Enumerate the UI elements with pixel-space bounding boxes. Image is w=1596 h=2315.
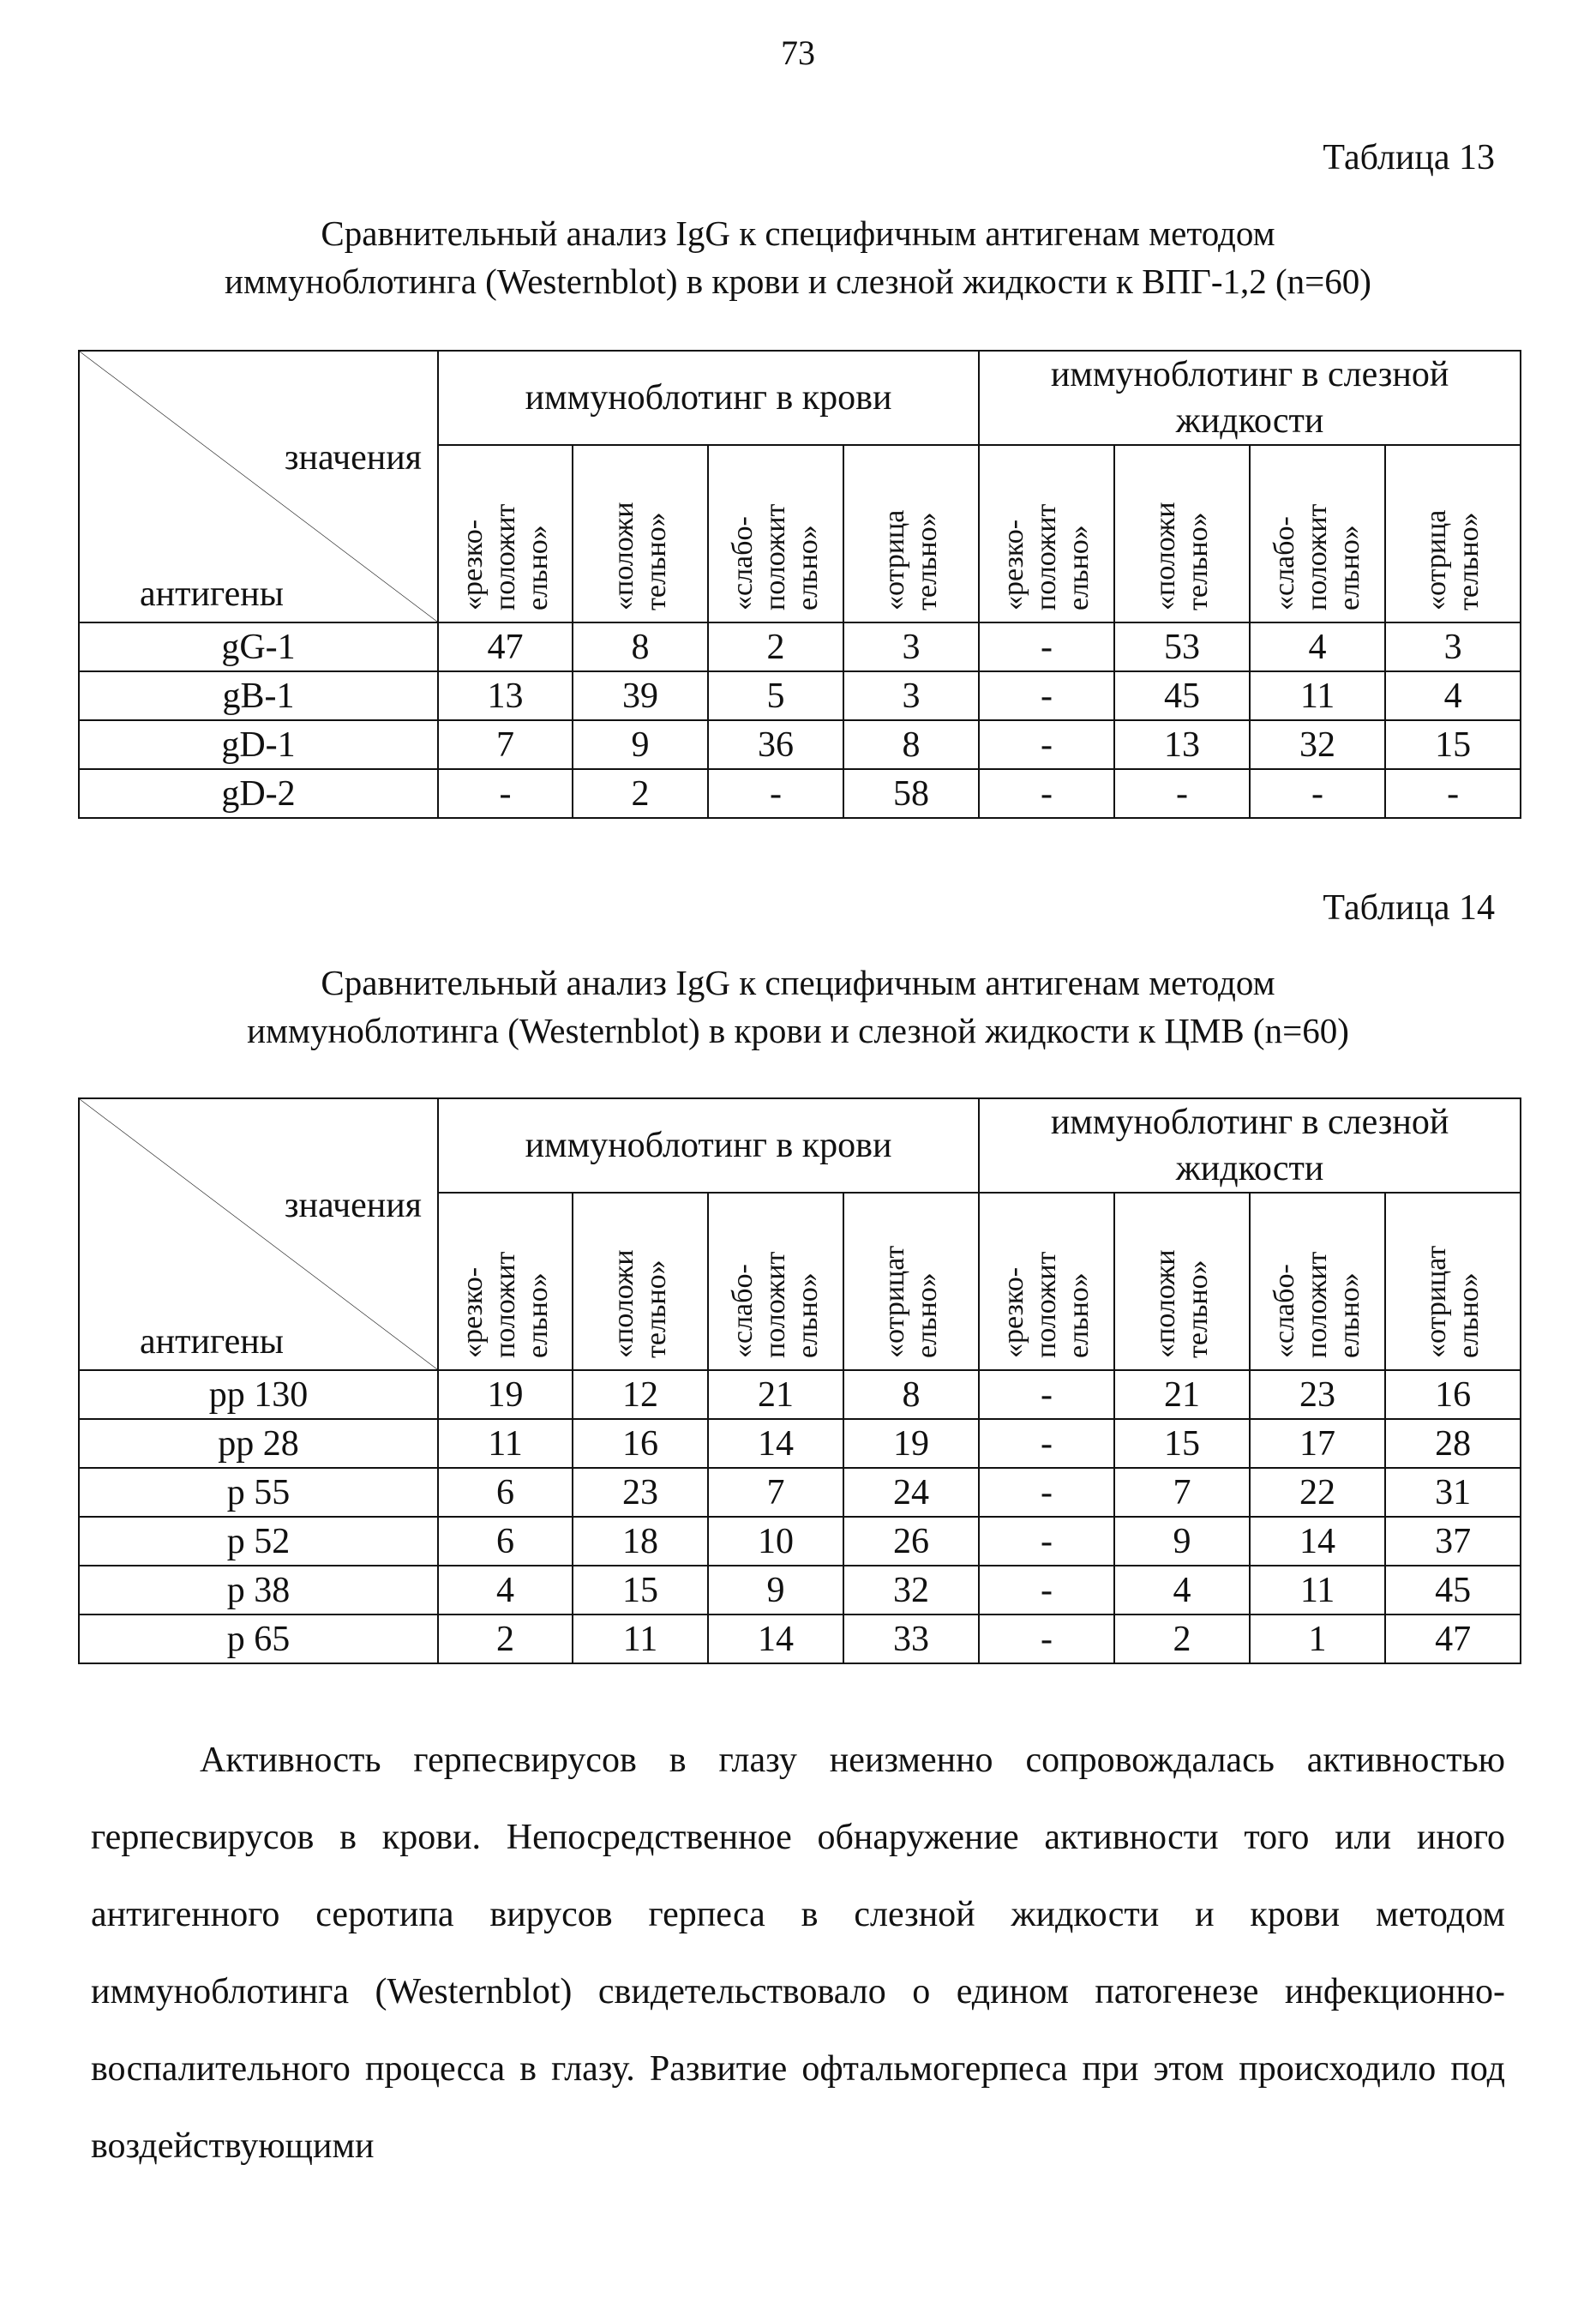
table-row [79, 1566, 1521, 1614]
value-cell: 9 [708, 1566, 843, 1614]
corner-label-values: значения [284, 1186, 422, 1225]
subheader-cell [1385, 1193, 1521, 1370]
value-cell: 11 [1250, 671, 1385, 720]
subheader-cell [438, 445, 573, 622]
group-header-blood: иммуноблотинг в крови [438, 351, 979, 445]
value-cell: 4 [1114, 1566, 1250, 1614]
table-13-caption-line-1: Сравнительный анализ IgG к специфичным антигенам методом [321, 213, 1275, 253]
subheader-text: «положи тельно» [1149, 502, 1215, 610]
subheader-text: «отрица тельно» [879, 509, 944, 610]
value-cell: 32 [843, 1566, 979, 1614]
value-cell: 16 [1385, 1370, 1521, 1419]
value-cell: 33 [843, 1614, 979, 1663]
value-cell: 6 [438, 1468, 573, 1517]
value-cell: 3 [1385, 622, 1521, 671]
antigen-cell: p 52 [79, 1517, 438, 1566]
value-cell: 3 [843, 622, 979, 671]
subheader-cell [438, 1193, 573, 1370]
table-row [79, 1370, 1521, 1419]
value-cell: 13 [1114, 720, 1250, 769]
value-cell: - [708, 769, 843, 818]
value-cell: 26 [843, 1517, 979, 1566]
subheader-cell [573, 1193, 708, 1370]
value-cell: 8 [843, 720, 979, 769]
subheader-text: «слабо- положит ельно» [727, 503, 824, 610]
table-13-corner-cell [79, 351, 438, 622]
antigen-cell: pp 28 [79, 1419, 438, 1468]
body-paragraph-container [91, 1722, 1505, 2185]
value-cell: 16 [573, 1419, 708, 1468]
value-cell: - [1114, 769, 1250, 818]
value-cell: 15 [1385, 720, 1521, 769]
table-row [79, 671, 1521, 720]
value-cell: - [1250, 769, 1385, 818]
subheader-text: «слабо- положит ельно» [1269, 503, 1366, 610]
antigen-cell: pp 130 [79, 1370, 438, 1419]
subheader-text: «резко- положит ельно» [456, 503, 554, 610]
subheader-text: «отрицат ельно» [879, 1245, 944, 1358]
subheader-text: «резко- положит ельно» [998, 503, 1095, 610]
table-row [79, 1614, 1521, 1663]
subheader-cell [708, 1193, 843, 1370]
table-row [79, 769, 1521, 818]
table-13-caption-line-2: иммуноблотинга (Westernblot) в крови и слезной жидкости к ВПГ-1,2 (n=60) [225, 262, 1371, 301]
value-cell: 45 [1385, 1566, 1521, 1614]
subheader-cell [708, 445, 843, 622]
value-cell: 4 [1385, 671, 1521, 720]
value-cell: 32 [1250, 720, 1385, 769]
value-cell: - [979, 1370, 1114, 1419]
subheader-cell [1250, 445, 1385, 622]
value-cell: 18 [573, 1517, 708, 1566]
value-cell: - [979, 1419, 1114, 1468]
subheader-text: «резко- положит ельно» [998, 1251, 1095, 1358]
subheader-text: «положи тельно» [1149, 1249, 1215, 1358]
table-14-body [79, 1370, 1521, 1663]
table-14-label: Таблица 14 [1323, 888, 1495, 928]
value-cell: 47 [1385, 1614, 1521, 1663]
subheader-cell [1114, 445, 1250, 622]
value-cell: 9 [573, 720, 708, 769]
corner-label-antigens: антигены [140, 574, 284, 614]
antigen-cell: p 38 [79, 1566, 438, 1614]
value-cell: - [979, 671, 1114, 720]
table-13-label: Таблица 13 [1323, 138, 1495, 177]
value-cell: 8 [573, 622, 708, 671]
table-14-caption-line-1: Сравнительный анализ IgG к специфичным антигенам методом [321, 963, 1275, 1002]
value-cell: 2 [438, 1614, 573, 1663]
value-cell: - [438, 769, 573, 818]
table-14 [78, 1097, 1521, 1664]
value-cell: 31 [1385, 1468, 1521, 1517]
corner-label-antigens: антигены [140, 1322, 284, 1362]
table-14-caption-line-2: иммуноблотинга (Westernblot) в крови и слезной жидкости к ЦМВ (n=60) [247, 1011, 1349, 1050]
subheader-text: «положи тельно» [608, 502, 672, 610]
subheader-cell [573, 445, 708, 622]
subheader-text: «резко- положит ельно» [456, 1251, 554, 1358]
table-14-corner-cell [79, 1098, 438, 1370]
value-cell: 4 [438, 1566, 573, 1614]
value-cell: - [1385, 769, 1521, 818]
antigen-cell: p 65 [79, 1614, 438, 1663]
subheader-cell [1250, 1193, 1385, 1370]
group-header-tear: иммуноблотинг в слезной жидкости [979, 351, 1521, 445]
value-cell: - [979, 769, 1114, 818]
table-row [79, 622, 1521, 671]
value-cell: 58 [843, 769, 979, 818]
antigen-cell: gD-1 [79, 720, 438, 769]
subheader-text: «слабо- положит ельно» [1269, 1251, 1366, 1358]
antigen-cell: gG-1 [79, 622, 438, 671]
value-cell: 10 [708, 1517, 843, 1566]
value-cell: 47 [438, 622, 573, 671]
table-13-caption [51, 209, 1545, 305]
antigen-cell: p 55 [79, 1468, 438, 1517]
table-14-caption [51, 959, 1545, 1055]
subheader-cell [1114, 1193, 1250, 1370]
value-cell: 22 [1250, 1468, 1385, 1517]
value-cell: 37 [1385, 1517, 1521, 1566]
value-cell: - [979, 1517, 1114, 1566]
subheader-cell [979, 445, 1114, 622]
table-row [79, 1517, 1521, 1566]
value-cell: 5 [708, 671, 843, 720]
subheader-cell [979, 1193, 1114, 1370]
page-number: 73 [781, 33, 815, 72]
value-cell: - [979, 720, 1114, 769]
value-cell: 21 [708, 1370, 843, 1419]
subheader-text: «отрицат ельно» [1420, 1245, 1485, 1358]
value-cell: 17 [1250, 1419, 1385, 1468]
value-cell: 24 [843, 1468, 979, 1517]
value-cell: 8 [843, 1370, 979, 1419]
group-header-blood: иммуноблотинг в крови [438, 1098, 979, 1193]
table-row [79, 1419, 1521, 1468]
group-header-tear: иммуноблотинг в слезной жидкости [979, 1098, 1521, 1193]
value-cell: 9 [1114, 1517, 1250, 1566]
table-row [79, 1468, 1521, 1517]
value-cell: 6 [438, 1517, 573, 1566]
value-cell: 15 [1114, 1419, 1250, 1468]
value-cell: 14 [708, 1614, 843, 1663]
value-cell: 36 [708, 720, 843, 769]
subheader-text: «отрица тельно» [1420, 509, 1485, 610]
value-cell: 28 [1385, 1419, 1521, 1468]
subheader-text: «положи тельно» [608, 1249, 672, 1358]
value-cell: 11 [573, 1614, 708, 1663]
value-cell: - [979, 622, 1114, 671]
value-cell: 45 [1114, 671, 1250, 720]
value-cell: 4 [1250, 622, 1385, 671]
value-cell: 15 [573, 1566, 708, 1614]
value-cell: 23 [1250, 1370, 1385, 1419]
body-paragraph: Активность герпесвирусов в глазу неизменно сопровождалась активностью герпесвирусов в крови. Непосредственное обнаружение активности того или иного антигенного серотипа вирусов герпеса в слезной жидкости и крови методом иммуноблотинга (Westernblot) свидетельствовало о едином патогенезе инфекционно-воспалительного процесса в глазу. Развитие офтальмогерпеса при этом происходило под воздействующими [91, 1741, 1505, 2166]
antigen-cell: gD-2 [79, 769, 438, 818]
value-cell: 23 [573, 1468, 708, 1517]
value-cell: 39 [573, 671, 708, 720]
value-cell: 1 [1250, 1614, 1385, 1663]
value-cell: 2 [1114, 1614, 1250, 1663]
value-cell: 7 [438, 720, 573, 769]
corner-label-values: значения [284, 438, 422, 478]
value-cell: 2 [573, 769, 708, 818]
value-cell: 53 [1114, 622, 1250, 671]
value-cell: 21 [1114, 1370, 1250, 1419]
subheader-cell [1385, 445, 1521, 622]
value-cell: 19 [438, 1370, 573, 1419]
value-cell: 7 [1114, 1468, 1250, 1517]
value-cell: 2 [708, 622, 843, 671]
value-cell: 11 [1250, 1566, 1385, 1614]
table-13-body [79, 622, 1521, 818]
value-cell: 3 [843, 671, 979, 720]
subheader-text: «слабо- положит ельно» [727, 1251, 824, 1358]
table-row [79, 720, 1521, 769]
value-cell: 19 [843, 1419, 979, 1468]
value-cell: - [979, 1468, 1114, 1517]
value-cell: 14 [1250, 1517, 1385, 1566]
antigen-cell: gB-1 [79, 671, 438, 720]
value-cell: 13 [438, 671, 573, 720]
subheader-cell [843, 1193, 979, 1370]
value-cell: 14 [708, 1419, 843, 1468]
value-cell: 7 [708, 1468, 843, 1517]
value-cell: 12 [573, 1370, 708, 1419]
value-cell: - [979, 1566, 1114, 1614]
table-13 [78, 350, 1521, 819]
value-cell: 11 [438, 1419, 573, 1468]
subheader-cell [843, 445, 979, 622]
value-cell: - [979, 1614, 1114, 1663]
